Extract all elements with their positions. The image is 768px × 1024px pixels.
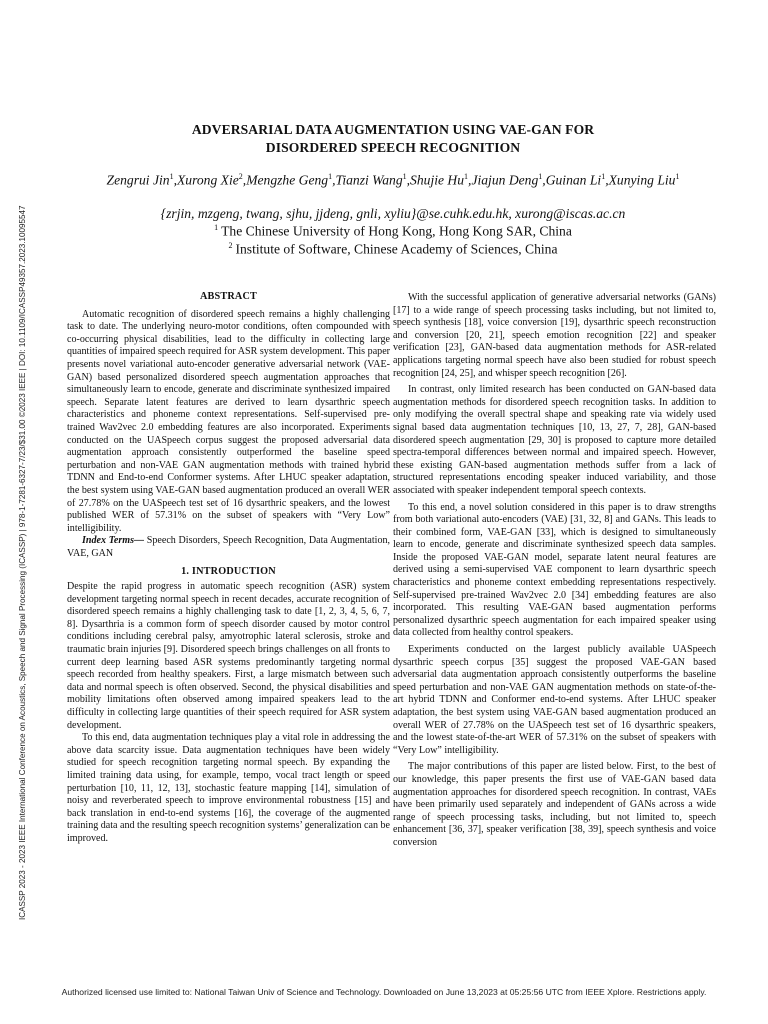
paper-title	[60, 121, 726, 157]
author: Jiajun Deng	[471, 172, 539, 188]
index-terms-text: Speech Disorders, Speech Recognition, Data Augmentation, VAE, GAN	[67, 535, 390, 559]
author: Xurong Xie	[176, 172, 239, 188]
author-affiliation-mark: 1	[675, 172, 680, 181]
author: Guinan Li	[545, 172, 602, 188]
paper-title-line-1: ADVERSARIAL DATA AUGMENTATION USING VAE-GAN FOR	[191, 122, 595, 137]
affiliation-1-number: 1	[214, 223, 219, 232]
affiliation-2-number: 2	[228, 241, 233, 250]
right-paragraph-5: The major contributions of this paper are listed below. First, to the best of our knowledge, this paper presents the first use of VAE-GAN based data augmentation approaches for disordered speech recognition. In contrast, VAEs have been primarily used separately and independent of GANs across a wide range of speech processing tasks, including, but not limited to, speech enhancement [36, 37], speaker verification [38, 39], speech synthesis and voice conversion	[393, 761, 716, 848]
author-affiliation-mark: 1	[328, 172, 333, 181]
left-column	[67, 291, 390, 846]
affiliation-2	[60, 241, 726, 258]
paper-title-line-2: DISORDERED SPEECH RECOGNITION	[265, 140, 521, 155]
author-affiliation-mark: 1	[402, 172, 407, 181]
affiliation-2-text: Institute of Software, Chinese Academy of Sciences, China	[235, 241, 558, 257]
intro-paragraph-1: Despite the rapid progress in automatic speech recognition (ASR) system development targeting normal speech in recent decades, accurate recognition of disordered speech remains a highly challenging task to date [1, 2, 3, 4, 5, 6, 7, 8]. Dysarthria is a common form of speech disorder caused by motor control conditions including cerebral palsy, amyotrophic lateral sclerosis, stroke and traumatic brain injuries [9]. Disordered speech brings challenges on all fronts to current deep learning based ASR systems predominantly targeting normal speech recorded from healthy speakers. First, a large mismatch between such data and normal speech is often observed. Second, the physical disabilities and mobility limitations often observed among impaired speakers lead to the difficulty in collecting large quantities of their speech required for ASR system development.	[67, 581, 390, 731]
author: Xunying Liu	[608, 172, 676, 188]
right-paragraph-2: In contrast, only limited research has been conducted on GAN-based data augmentation methods for disordered speech recognition tasks. In addition to only modifying the overall spectral shape and speaking rate via widely used signal based data augmentation techniques [10, 13, 27, 7, 28], GAN-based disordered speech augmentation [29, 30] is proposed to capture more detailed spectra-temporal differences between normal and impaired speech. However, these existing GAN-based augmentation methods suffer from a lack of structured representations encoding speaker induced variability, and those associated with speaker independent temporal speech contexts.	[393, 384, 716, 496]
introduction-heading: 1. INTRODUCTION	[181, 566, 276, 578]
author: Tianzi Wang	[335, 172, 403, 188]
author-affiliation-mark: 1	[601, 172, 606, 181]
author-list: Zengrui Jin$^1$,Xurong Xie$^2$,Mengzhe Geng$^1$,Tianzi Wang$^1$,Shujie Hu$^1$,Jiajun Deng$^1$,Guinan Li$^1$,Xunying Liu$^1$	[106, 172, 680, 188]
author: Mengzhe Geng	[246, 172, 329, 188]
author-affiliation-mark: 1	[464, 172, 469, 181]
author-affiliation-mark: 1	[169, 172, 174, 181]
author-affiliation-mark: 1	[538, 172, 543, 181]
intro-paragraph-2: To this end, data augmentation techniques play a vital role in addressing the above data scarcity issue. Data augmentation techniques have been widely studied for speech recognition targeting normal speech. By expanding the limited training data using, for example, tempo, vocal tract length or speed perturbation [10, 11, 12, 13], stochastic feature mapping [14], simulation of noisy and reverberated speech to improve environmental robustness [15] and back translation in end-to-end systems [16], the coverage of the augmented training data and the resulting speech recognition systems’ generalization can be improved.	[67, 732, 390, 844]
abstract-text: Automatic recognition of disordered speech remains a highly challenging task to date. The underlying neuro-motor conditions, often compounded with co-occurring physical disabilities, lead to the difficulty in collecting large quantities of impaired speech required for ASR system development. This paper presents novel variational auto-encoder generative adversarial network (VAE-GAN) based personalized disordered speech augmentation approaches that simultaneously learn to encode, generate and discriminate synthesized impaired speech. Separate latent features are derived to learn dysarthric speech characteristics and phoneme context representations. Self-supervised pre-trained Wav2vec 2.0 embedding features are also incorporated. Experiments conducted on the UASpeech corpus suggest the proposed adversarial data augmentation approach consistently outperformed the baseline speed perturbation and non-VAE GAN augmentation methods with trained hybrid TDNN and End-to-end Conformer systems. After LHUC speaker adaptation, the best system using VAE-GAN based augmentation produced an overall WER of 27.78% on the UASpeech test set of 16 dysarthric speakers, and the lowest published WER of 57.31% on the subset of speakers with “Very Low” intelligibility.	[67, 308, 390, 534]
author-affiliation-mark: 2	[238, 172, 243, 181]
abstract-heading: ABSTRACT	[199, 291, 258, 302]
doi-sidebar	[4, 100, 27, 920]
right-paragraph-4: Experiments conducted on the largest publicly available UASpeech dysarthric speech corpus [35] suggest the proposed VAE-GAN based adversarial data augmentation approach consistently outperforms the baseline speed perturbation and non-VAE GAN augmentation methods on state-of-the-art hybrid TDNN and Conformer end-to-end systems. After LHUC speaker adaptation, the best system using VAE-GAN based augmentation produced an overall WER of 27.78% on the UASpeech test set of 16 dysarthric speakers, and the lowest state-of-the-art WER of 57.31% on the subset of speakers with “Very Low” intelligibility.	[393, 644, 716, 756]
right-paragraph-1: With the successful application of generative adversarial networks (GANs) [17] to a wide range of speech processing tasks including, but not limited to, speech synthesis [18], voice conversion [19], dysarthric speech reconstruction and conversion [20, 21], speech emotion recognition [22] and speaker verification [23], GAN-based data augmentation methods for ASR-related applications targeting normal speech have also been studied for robust speech recognition [24, 25], and whisper speech recognition [26].	[393, 292, 716, 379]
author: Zengrui Jin	[106, 172, 170, 188]
right-paragraph-3: To this end, a novel solution considered in this paper is to draw strengths from both variational auto-encoders (VAE) [31, 32, 8] and GANs. This leads to their combined form, VAE-GAN [33], which is designed to simultaneously learn to encode, generate and discriminate synthesized speech data samples. Inside the proposed VAE-GAN model, separate latent neural features are derived using a semi-supervised VAE component to learn dysarthric speech characteristics and phoneme context embedding representations respectively. Self-supervised pre-trained Wav2vec 2.0 [34] embedding features are also incorporated. This resulting VAE-GAN based augmentation performs personalized dysarthric speech augmentation for each impaired speaker using data collected from healthy control speakers.	[393, 501, 716, 639]
index-terms	[67, 535, 390, 560]
affiliation-1-text: The Chinese University of Hong Kong, Hong Kong SAR, China	[221, 223, 572, 239]
affiliation-1	[60, 223, 726, 240]
license-footer: Authorized licensed use limited to: National Taiwan Univ of Science and Technology. Downloaded on June 13,2023 at 05:25:56 UTC from IEEE Xplore. Restrictions apply.	[61, 987, 707, 997]
author-emails: {zrjin, mzgeng, twang, sjhu, jjdeng, gnli, xyliu}@se.cuhk.edu.hk, xurong@iscas.ac.cn	[160, 206, 626, 221]
doi-sidebar-text: ICASSP 2023 - 2023 IEEE International Conference on Acoustics, Speech and Signal Processing (ICASSP) | 978-1-7281-6327-7/23/$31.00 ©2023 IEEE | DOI: 10.1109/ICASSP49357.2023.10095547	[18, 205, 27, 920]
author: Shujie Hu	[410, 172, 465, 188]
index-terms-label: Index Terms—	[82, 535, 145, 547]
right-column	[393, 292, 716, 850]
